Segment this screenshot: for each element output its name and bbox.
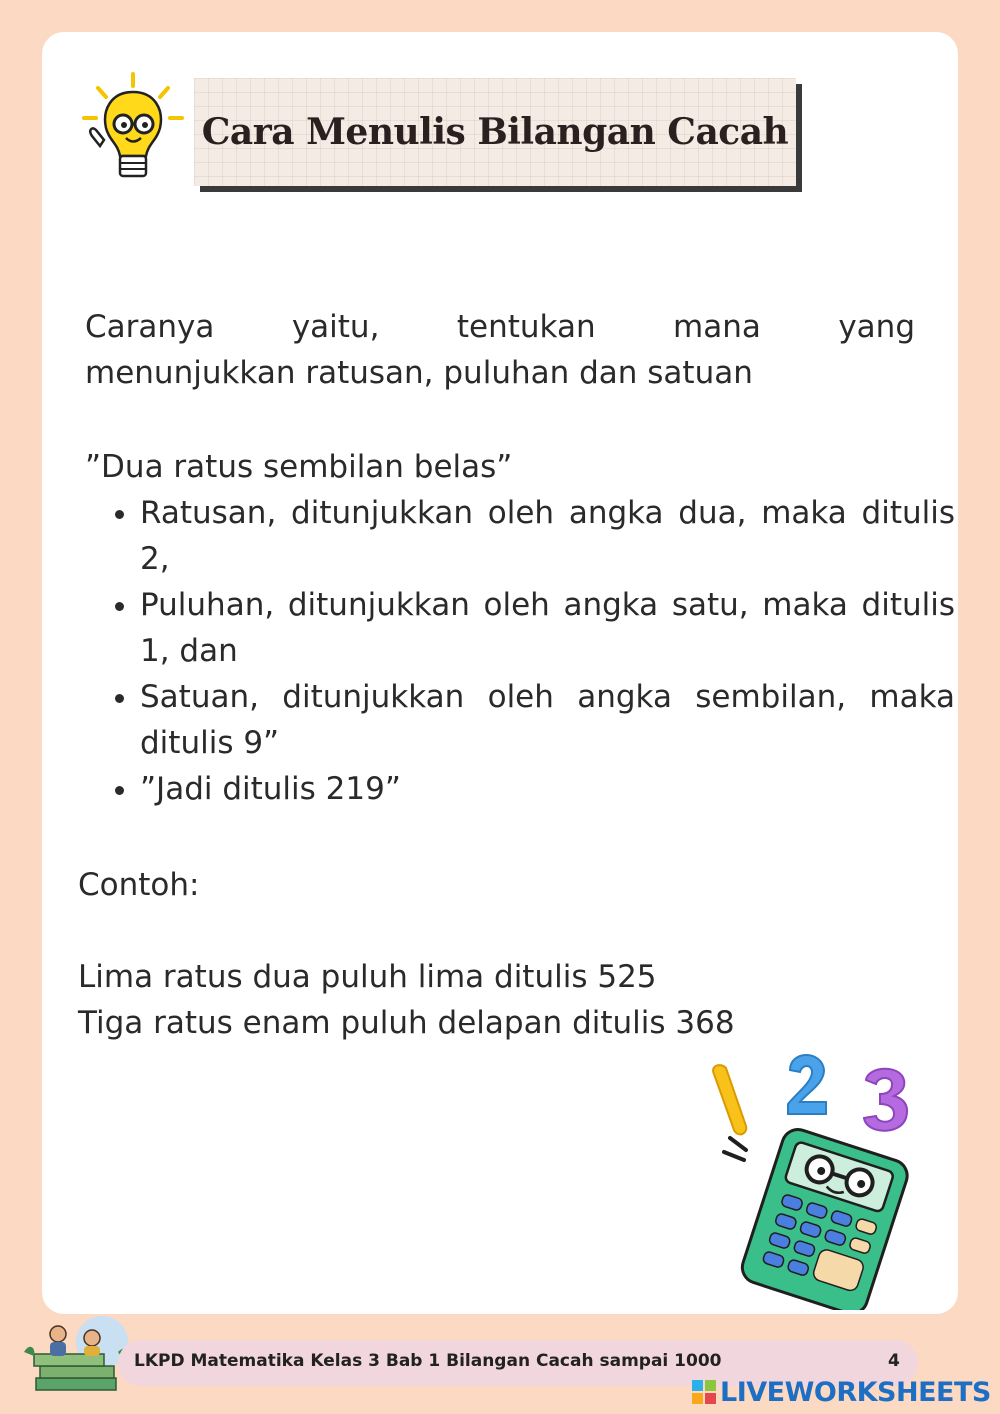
- list-item: • ”Jadi ditulis 219”: [140, 766, 955, 812]
- intro-word: yaitu,: [291, 309, 380, 345]
- page-title: Cara Menulis Bilangan Cacah: [201, 111, 789, 153]
- list-item: • Satuan, ditunjukkan oleh angka sembilan, maka ditulis 9”: [140, 674, 955, 766]
- lightbulb-mascot-icon: [78, 70, 188, 190]
- intro-word: tentukan: [456, 309, 596, 345]
- liveworksheets-logo-icon: [692, 1380, 716, 1404]
- title-banner: [194, 78, 796, 186]
- example-line: Lima ratus dua puluh lima ditulis 525: [78, 959, 657, 995]
- intro-line-2: menunjukkan ratusan, puluhan dan satuan: [85, 355, 753, 391]
- liveworksheets-label: LIVEWORKSHEETS: [720, 1376, 991, 1408]
- intro-word: yang: [838, 309, 915, 345]
- example-quote: ”Dua ratus sembilan belas”: [85, 449, 513, 485]
- list-item: • Ratusan, ditunjukkan oleh angka dua, maka ditulis 2,: [140, 490, 955, 582]
- books-kids-icon: [22, 1312, 132, 1400]
- example-line: Tiga ratus enam puluh delapan ditulis 368: [78, 1005, 735, 1041]
- intro-line-1: [85, 304, 915, 350]
- calculator-mascot-icon: [700, 1040, 930, 1310]
- intro-paragraph: [85, 304, 915, 396]
- steps-list: [100, 490, 955, 812]
- contoh-label: Contoh:: [78, 867, 200, 903]
- page-number: 4: [888, 1351, 900, 1371]
- list-item: • Puluhan, ditunjukkan oleh angka satu, maka ditulis 1, dan: [140, 582, 955, 674]
- intro-word: Caranya: [85, 309, 215, 345]
- footer-text: LKPD Matematika Kelas 3 Bab 1 Bilangan Cacah sampai 1000: [134, 1351, 722, 1371]
- liveworksheets-watermark[interactable]: [692, 1376, 991, 1408]
- intro-word: mana: [673, 309, 761, 345]
